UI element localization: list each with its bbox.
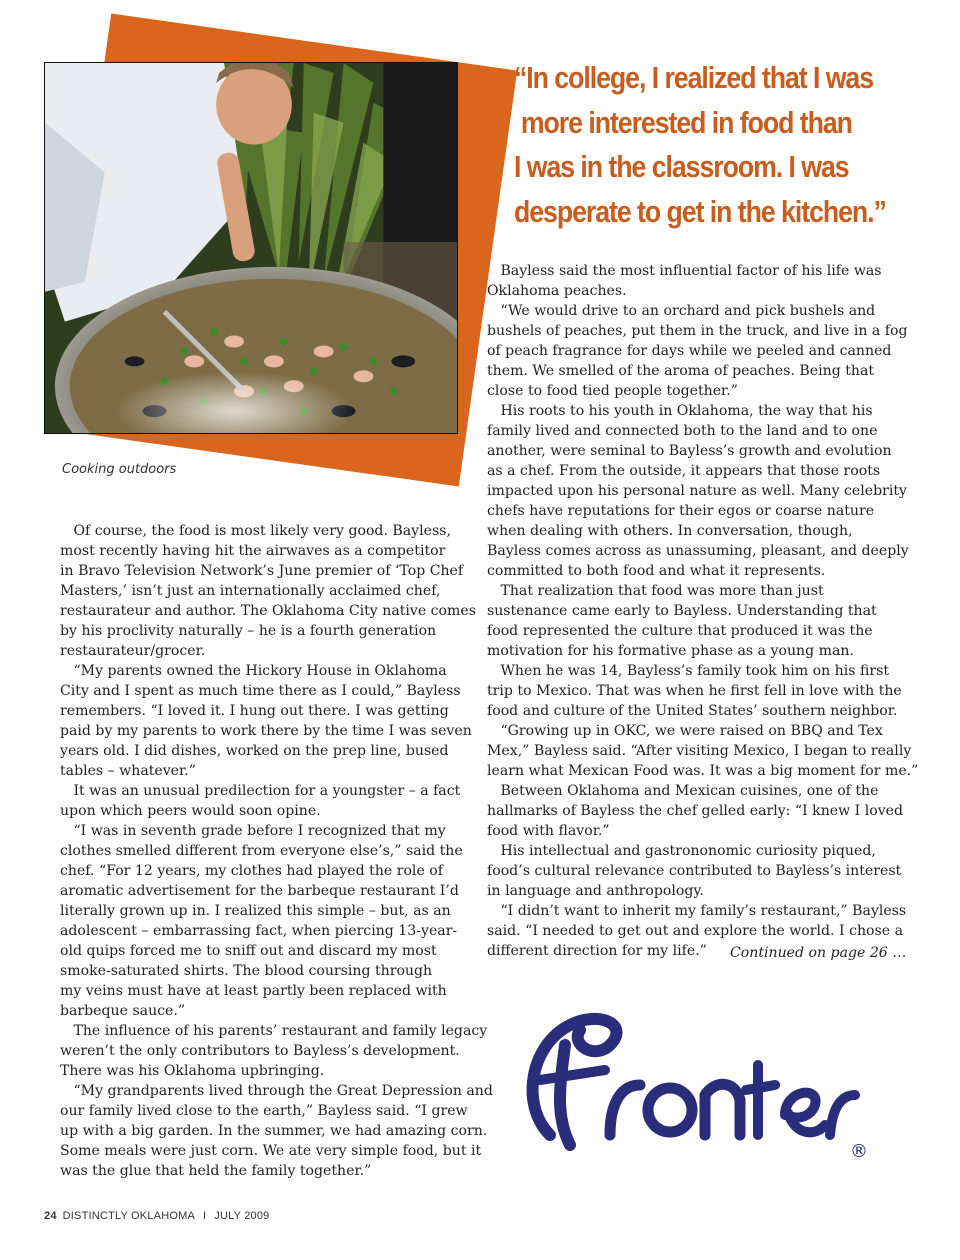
article-line: hallmarks of Bayless the chef gelled early: “I knew I loved (487, 803, 904, 819)
article-line: learn what Mexican Food was. It was a big moment for me.” (487, 763, 919, 779)
article-line: His intellectual and gastrononomic curiosity piqued, (487, 843, 876, 859)
article-line: sustenance came early to Bayless. Understanding that (487, 603, 877, 619)
article-line: When he was 14, Bayless’s family took him on his first (487, 663, 889, 679)
footer-separator: I (203, 1210, 207, 1222)
article-line: smoke-saturated shirts. The blood coursing through (60, 963, 433, 979)
article-line: Oklahoma peaches. (487, 283, 627, 299)
cooking-photo (44, 62, 458, 434)
article-line: chefs have reputations for their egos or coarse nature (487, 503, 875, 519)
article-line: aromatic advertisement for the barbeque restaurant I’d (60, 883, 459, 899)
page-number: 24 (44, 1210, 57, 1222)
article-line: in Bravo Television Network’s June premier of ‘Top Chef (60, 563, 464, 579)
article-line: “Growing up in OKC, we were raised on BBQ and Tex (487, 723, 883, 739)
article-line: of peach fragrance for days while we peeled and canned (487, 343, 892, 359)
article-line: There was his Oklahoma upbringing. (60, 1063, 325, 1079)
issue-date: JULY 2009 (214, 1210, 270, 1222)
article-line: “I was in seventh grade before I recognized that my (60, 823, 446, 839)
article-line: up with a big garden. In the summer, we had amazing corn. (60, 1123, 488, 1139)
article-line: Of course, the food is most likely very good. Bayless, (60, 523, 451, 539)
article-line: most recently having hit the airwaves as a competitor (60, 543, 446, 559)
article-line: food represented the culture that produced it was the (487, 623, 873, 639)
photo-caption: Cooking outdoors (62, 462, 177, 477)
article-line: Bayless said the most influential factor of his life was (487, 263, 882, 279)
pull-quote-line: more interested in food than (520, 104, 852, 140)
article-line: It was an unusual predilection for a youngster – a fact (60, 783, 461, 799)
article-line: Mex,” Bayless said. “After visiting Mexico, I began to really (487, 743, 912, 759)
article-line: trip to Mexico. That was when he first fell in love with the (487, 683, 902, 699)
article-line: food’s cultural relevance contributed to Bayless’s interest (487, 863, 902, 879)
article-line: them. We smelled of the aroma of peaches. Being that (487, 363, 875, 379)
article-line: years old. I did dishes, worked on the prep line, bused (60, 743, 449, 759)
article-line: by his proclivity naturally – he is a fourth generation (60, 623, 437, 639)
article-line: my veins must have at least partly been replaced with (60, 983, 447, 999)
article-column-right (487, 261, 919, 961)
article-line: tables – whatever.” (60, 763, 196, 779)
article-line: upon which peers would soon opine. (60, 803, 321, 819)
article-line: Between Oklahoma and Mexican cuisines, one of the (487, 783, 879, 799)
article-line: Some meals were just corn. We ate very simple food, but it (60, 1143, 482, 1159)
article-line: His roots to his youth in Oklahoma, the way that his (487, 403, 873, 419)
article-line: The influence of his parents’ restaurant and family legacy (60, 1023, 488, 1039)
frontera-logo (510, 985, 870, 1165)
article-line: barbeque sauce.” (60, 1003, 186, 1019)
article-line: paid by my parents to work there by the time I was seven (60, 723, 472, 739)
article-line: family lived and connected both to the land and to one (487, 423, 878, 439)
article-line: food with flavor.” (487, 823, 610, 839)
article-line: restaurateur and author. The Oklahoma City native comes (60, 603, 476, 619)
article-line: impacted upon his personal nature as well. Many celebrity (487, 483, 908, 499)
pull-quote-line: “In college, I realized that I was (514, 60, 874, 95)
article-line: City and I spent as much time there as I could,” Bayless (60, 683, 461, 699)
article-line: chef. “For 12 years, my clothes had played the role of (60, 863, 443, 879)
article-line: our family lived close to the earth,” Bayless said. “I grew (60, 1103, 468, 1119)
article-line: close to food tied people together.” (487, 383, 738, 399)
article-line: literally grown up in. I realized this simple – but, as an (60, 903, 451, 919)
article-line: old quips forced me to sniff out and discard my most (60, 943, 437, 959)
article-line: Bayless comes across as unassuming, pleasant, and deeply (487, 543, 909, 559)
continued-note: Continued on page 26 … (730, 945, 907, 961)
pull-quote (514, 56, 886, 234)
article-line: restaurateur/grocer. (60, 643, 206, 659)
article-line: when dealing with others. In conversation, though, (487, 523, 853, 539)
article-line: That realization that food was more than just (487, 583, 824, 599)
article-line: was the glue that held the family together.” (60, 1163, 372, 1179)
article-line: said. “I needed to get out and explore the world. I chose a (487, 923, 903, 939)
article-line: different direction for my life.” (487, 943, 707, 959)
article-line: motivation for his formative phase as a young man. (487, 643, 854, 659)
publication-name: DISTINCTLY OKLAHOMA (62, 1210, 196, 1222)
article-line: clothes smelled different from everyone else’s,” said the (60, 843, 463, 859)
article-line: another, were seminal to Bayless’s growth and evolution (487, 443, 892, 459)
article-line: in language and anthropology. (487, 883, 704, 899)
article-line: weren’t the only contributors to Bayless’s development. (60, 1043, 460, 1059)
pull-quote-line: I was in the classroom. I was (514, 149, 849, 184)
article-line: committed to both food and what it represents. (487, 563, 826, 579)
article-line: “My parents owned the Hickory House in Oklahoma (60, 663, 447, 679)
article-line: adolescent – embarrassing fact, when piercing 13-year- (60, 923, 458, 939)
article-line: “My grandparents lived through the Great Depression and (60, 1083, 493, 1099)
article-line: “I didn’t want to inherit my family’s restaurant,” Bayless (487, 903, 907, 919)
article-column-left (60, 521, 493, 1181)
article-line: “We would drive to an orchard and pick bushels and (487, 303, 876, 319)
pull-quote-line: desperate to get in the kitchen.” (514, 193, 886, 229)
article-line: remembers. “I loved it. I hung out there. I was getting (60, 703, 449, 719)
article-line: as a chef. From the outside, it appears that those roots (487, 463, 881, 479)
registered-mark: ® (850, 1141, 868, 1162)
page-footer (44, 1210, 270, 1222)
article-line: bushels of peaches, put them in the truck, and live in a fog (487, 323, 908, 339)
article-line: Masters,’ isn’t just an internationally acclaimed chef, (60, 583, 441, 599)
article-line: food and culture of the United States’ southern neighbor. (487, 703, 898, 719)
